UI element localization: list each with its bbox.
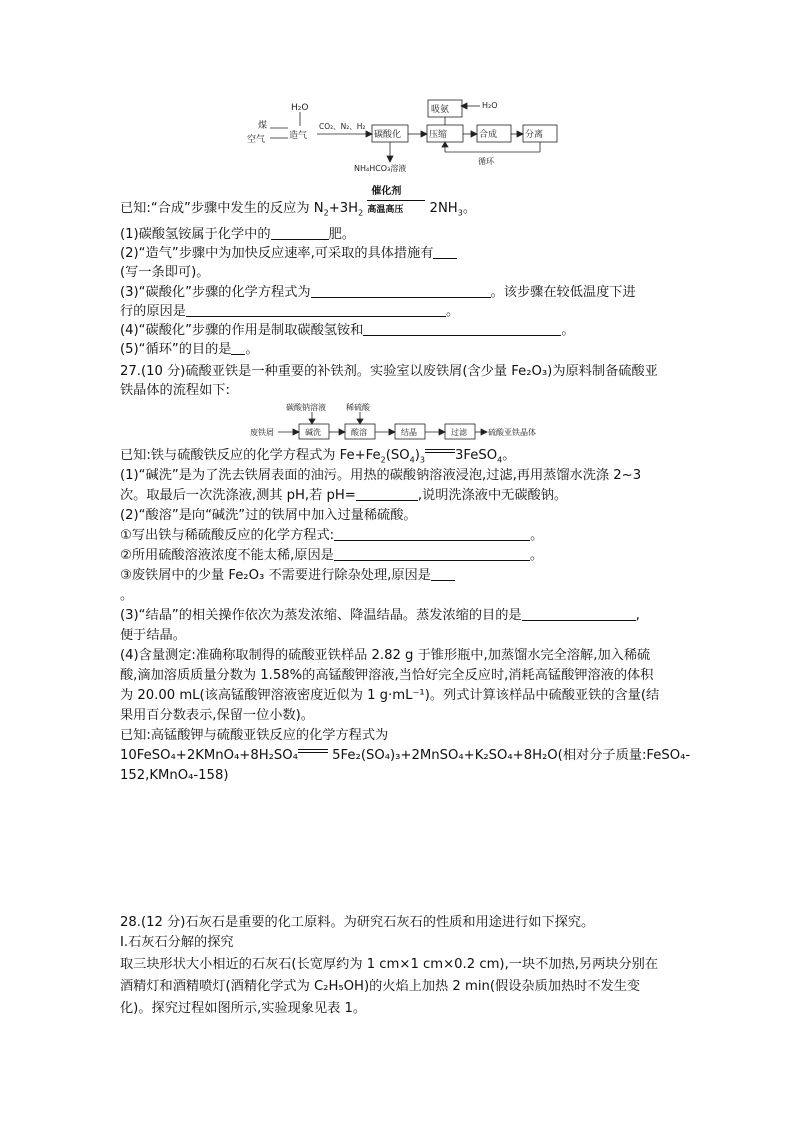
part-4-d: 果用百分数表示,保留一位小数)。 (120, 708, 314, 723)
part-2-1: ①写出铁与稀硫酸反应的化学方程式: 。 (120, 528, 544, 543)
part-4-e: 已知:高锰酸钾与硫酸亚铁反应的化学方程式为 (120, 728, 389, 743)
part-4-a: (4)含量测定:准确称取制得的硫酸亚铁样品 2.82 g 于锥形瓶中,加蒸馏水完全溶解,加入稀硫 (120, 648, 651, 663)
flow1-h2o-top: H₂O (482, 101, 498, 110)
part-4-c: 为 20.00 mL(该高锰酸钾溶液密度近似为 1 g·mL⁻¹)。列式计算该样品中硫酸亚铁的含量(结 (120, 688, 660, 703)
question-3: (3)“碳酸化”步骤的化学方程式为 。该步骤在较低温度下进 (120, 285, 636, 300)
answer-blank[interactable] (431, 566, 455, 581)
flow2-suanrong: 酸溶 (351, 428, 367, 437)
part-4-b: 酸,滴加溶质质量分数为 1.58%的高锰酸钾溶液,当恰好完全反应时,消耗高锰酸钾溶液的体积 (120, 668, 654, 683)
question-28-b: 酒精灯和酒精喷灯(酒精化学式为 C₂H₅OH)的火焰上加热 2 min(假设杂质加热时不发生变 (120, 979, 641, 994)
flow2-jianxi: 碱洗 (305, 428, 321, 437)
answer-blank[interactable] (311, 283, 491, 298)
question-28: 28.(12 分)石灰石是重要的化工原料。为研究石灰石的性质和用途进行如下探究。 (120, 915, 595, 930)
flow2-na2co3: 碳酸钠溶液 (286, 403, 326, 412)
question-28-section-1: Ⅰ.石灰石分解的探究 (120, 935, 234, 950)
flow1-yasuo: 压缩 (429, 130, 448, 140)
flow1-h2o-in: H₂O (291, 103, 309, 113)
flow1-zaoqi: 造气 (289, 131, 308, 141)
flow1-xunhuan: 循环 (478, 157, 494, 166)
flow2-product: 硫酸亚铁晶体 (488, 428, 536, 437)
flow1-fenli: 分离 (525, 130, 544, 140)
flow1-hecheng: 合成 (479, 130, 498, 140)
flow1-nh4hco3: NH₄HCO₃溶液 (354, 164, 407, 173)
answer-blank[interactable] (271, 225, 329, 240)
answer-blank[interactable] (231, 340, 245, 355)
flow2-feixietou: 废铁屑 (250, 428, 274, 437)
flow1-coal: 煤 (258, 121, 268, 131)
part-3: (3)“结晶”的相关操作依次为蒸发浓缩、降温结晶。蒸发浓缩的目的是 , (120, 608, 640, 623)
equals-sign (425, 447, 455, 457)
question-2: (2)“造气”步骤中为加快反应速率,可采取的具体措施有 (120, 244, 457, 264)
fe-reaction-line: 已知:铁与硫酸铁反应的化学方程式为 $Fe+Fe_2(SO_4)_3$ 3FeSO$_4$。 (120, 448, 516, 465)
part-3-cont: 便于结晶。 (120, 628, 186, 643)
answer-blank[interactable] (334, 526, 530, 541)
question-1: (1)碳酸氢铵属于化学中的 肥。 (120, 227, 355, 242)
part-2-3-end: 。 (120, 588, 134, 603)
ferrous-sulfate-flow-diagram (250, 400, 560, 444)
answer-blank[interactable] (186, 302, 446, 317)
ammonia-process-flow-diagram (220, 98, 580, 184)
question-28-c: 化)。探究过程如图所示,实验现象见表 1。 (120, 1001, 367, 1016)
synthesis-reaction-line: 已知:“合成”步骤中发生的反应为 $N_2+3H_2$ 催化剂 高温高压 $2NH_3$。 (120, 186, 477, 218)
question-27-intro: 27.(10 分)硫酸亚铁是一种重要的补铁剂。实验室以废铁屑(含少量 Fe₂O₃)为原料制备硫酸亚 (120, 364, 658, 379)
flow1-gases: CO₂、N₂、H₂ (319, 122, 366, 131)
part-1: (1)“碱洗”是为了洗去铁屑表面的油污。用热的碳酸钠溶液浸泡,过滤,再用蒸馏水洗涤 2~3 (120, 468, 642, 483)
question-27-intro-cont: 铁晶体的流程如下: (120, 383, 230, 398)
part-2-2: ②所用硫酸溶液浓度不能太稀,原因是 。 (120, 548, 544, 563)
answer-blank[interactable] (356, 486, 418, 501)
answer-blank[interactable] (334, 546, 530, 561)
flow1-air: 空气 (247, 135, 266, 145)
answer-blank[interactable] (433, 244, 457, 259)
answer-blank[interactable] (522, 606, 636, 621)
flow1-xiqi: 吸氨 (431, 105, 450, 115)
flow2-jiejing: 结晶 (401, 428, 417, 437)
question-5: (5)“循环”的目的是 。 (120, 342, 259, 357)
catalyst-condition: 催化剂 高温高压 (367, 198, 425, 214)
question-4: (4)“碳酸化”步骤的作用是制取碳酸氢铵和 。 (120, 323, 575, 338)
flow2-h2so4: 稀硫酸 (346, 403, 370, 412)
flow1-tansuanhua: 碳酸化 (374, 130, 402, 140)
answer-blank[interactable] (363, 321, 561, 336)
kmno4-equation-cont: 152,KMnO₄-158) (120, 768, 229, 783)
question-3-cont: 行的原因是 。 (120, 304, 460, 319)
question-2-cont: (写一条即可)。 (120, 265, 210, 280)
part-2: (2)“酸溶”是向“碱洗”过的铁屑中加入过量稀硫酸。 (120, 508, 417, 523)
part-2-3: ③废铁屑中的少量 Fe₂O₃ 不需要进行除杂处理,原因是 (120, 566, 455, 586)
equals-sign (298, 747, 328, 757)
kmno4-equation: 10FeSO₄+2KMnO₄+8H₂SO₄ 5Fe₂(SO₄)₃+2MnSO₄+K₂SO₄+8H₂O(相对分子质量:FeSO₄- (120, 748, 691, 763)
part-1-cont: 次。取最后一次洗涤液,测其 pH,若 pH= ,说明洗涤液中无碳酸钠。 (120, 488, 568, 503)
question-28-a: 取三块形状大小相近的石灰石(长宽厚约为 1 cm×1 cm×0.2 cm),一块不加热,另两块分别在 (120, 957, 659, 972)
flow2-guolv: 过滤 (451, 428, 467, 437)
